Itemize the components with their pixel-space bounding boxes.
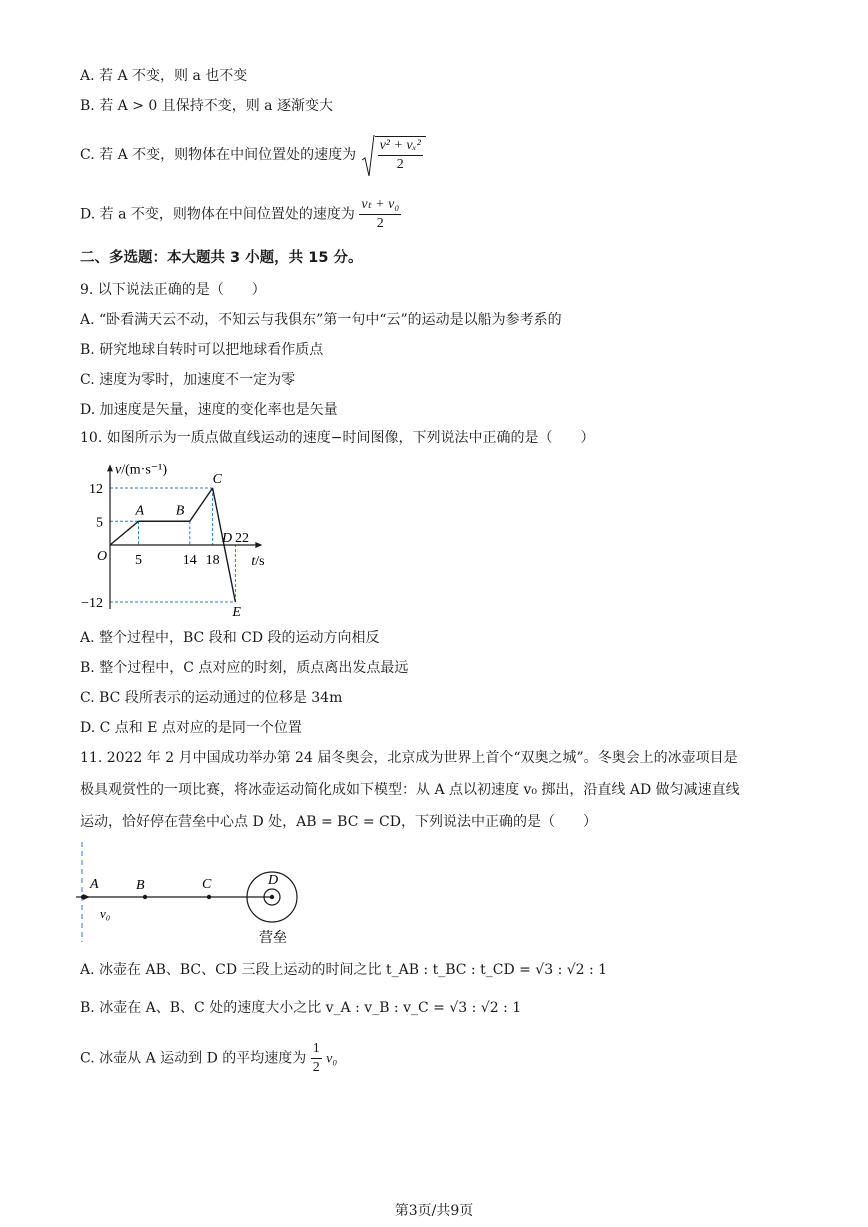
y-tick-label: 5 [96,515,103,531]
x-axis-label [251,554,264,569]
q8-d-formula-den: 2 [376,216,384,231]
q11-c-frac-num: 1 [311,1040,322,1059]
q9-option-d: D. 加速度是矢量，速度的变化率也是矢量 [80,402,338,418]
label-a: A [90,877,99,892]
segment-de [224,545,235,602]
q8-option-b: B. 若 A > 0 且保持不变，则 a 逐渐变大 [80,98,333,114]
q10-option-d: D. C 点和 E 点对应的是同一个位置 [80,720,302,736]
q11-option-c [80,1040,337,1077]
label-d: D [268,873,279,888]
label-v0: v₀ [100,906,111,921]
q8-option-c [80,136,426,174]
q11-stem-line3: 运动，恰好停在营垒中心点 D 处，AB = BC = CD，下列说法中正确的是（ ） [80,814,597,830]
point-c-dot [207,895,211,899]
section-heading: 二、多选题：本大题共 3 小题，共 15 分。 [80,250,363,266]
point-label-a: A [135,503,145,519]
q8-option-d [80,196,401,233]
q11-c-frac-den: 2 [312,1060,320,1075]
y-axis-label-unit: /(m·s⁻¹) [121,462,168,478]
x-axis-arrow-icon [255,542,262,548]
point-label-d: D [222,531,233,546]
q10-option-b: B. 整个过程中，C 点对应的时刻，质点离出发点最远 [80,660,409,676]
segment-oa [110,521,139,545]
point-label-b: B [175,503,185,519]
point-label-c: C [212,472,222,487]
v0-arrow-icon [83,894,90,900]
q8-d-formula-num: vₜ + v₀ [359,196,401,215]
sqrt-sign-icon [361,134,375,178]
q9-option-b: B. 研究地球自转时可以把地球看作质点 [80,342,324,358]
origin-label: O [97,549,108,564]
sqrt-formula [361,136,426,174]
q8-c-formula-num: v² + vₓ² [378,137,423,156]
q9-stem: 9. 以下说法正确的是（ ） [80,282,266,298]
y-tick-label: 12 [89,482,103,497]
x-tick-label: 14 [182,553,197,568]
q11-stem-line1: 11. 2022 年 2 月中国成功举办第 24 届冬奥会，北京成为世界上首个“双奥之城”。冬奥会上的冰壶项目是 [80,750,738,766]
q11-option-b: B. 冰壶在 A、B、C 处的速度大小之比 v_A : v_B : v_C = √3 : √2 : 1 [80,1000,522,1016]
q9-option-a: A. “卧看满天云不动，不知云与我俱东”第一句中“云”的运动是以船为参考系的 [80,312,562,328]
q8-c-formula-den: 2 [396,157,404,172]
point-label-e: E [232,605,241,620]
curling-diagram [70,840,320,950]
x-tick-label: 5 [135,553,142,568]
x-axis-label-symbol: t [251,554,256,569]
house-caption: 营垒 [259,930,287,946]
q8-option-c-text: C. 若 A 不变，则物体在中间位置处的速度为 [80,147,357,163]
x-axis-label-unit: /s [255,554,265,569]
y-axis-label [115,462,167,477]
x-tick-label: 22 [235,531,249,546]
segment-bc [190,488,213,521]
page-footer: 第3页/共9页 [394,1203,474,1219]
q11-option-a: A. 冰壶在 AB、BC、CD 三段上运动的时间之比 t_AB : t_BC : t_CD = √3 : √2 : 1 [80,962,608,978]
q10-option-a: A. 整个过程中，BC 段和 CD 段的运动方向相反 [80,630,380,646]
q10-option-c: C. BC 段所表示的运动通过的位移是 34m [80,690,343,706]
velocity-time-graph [80,455,280,620]
q10-stem: 10. 如图所示为一质点做直线运动的速度−时间图像，下列说法中正确的是（ ） [80,430,595,446]
q8-option-a: A. 若 A 不变，则 a 也不变 [80,68,248,84]
point-b-dot [143,895,147,899]
y-tick-label: −12 [81,596,103,611]
label-c: C [202,877,212,892]
x-tick-label: 18 [205,553,220,568]
q11-c-suffix: v₀ [326,1051,338,1067]
q11-stem-line2: 极具观赏性的一项比赛，将冰壶运动简化成如下模型：从 A 点以初速度 v₀ 掷出，沿直线 AD 做匀减速直线 [80,782,740,798]
y-axis-arrow-icon [107,464,113,471]
label-b: B [136,878,145,893]
point-d-dot [270,895,274,899]
chart-labels [81,462,264,620]
q9-option-c: C. 速度为零时，加速度不一定为零 [80,372,296,388]
y-axis-label-symbol: v [115,462,122,478]
q8-option-d-text: D. 若 a 不变，则物体在中间位置处的速度为 [80,206,355,223]
q11-option-c-text: C. 冰壶从 A 运动到 D 的平均速度为 [80,1050,307,1067]
